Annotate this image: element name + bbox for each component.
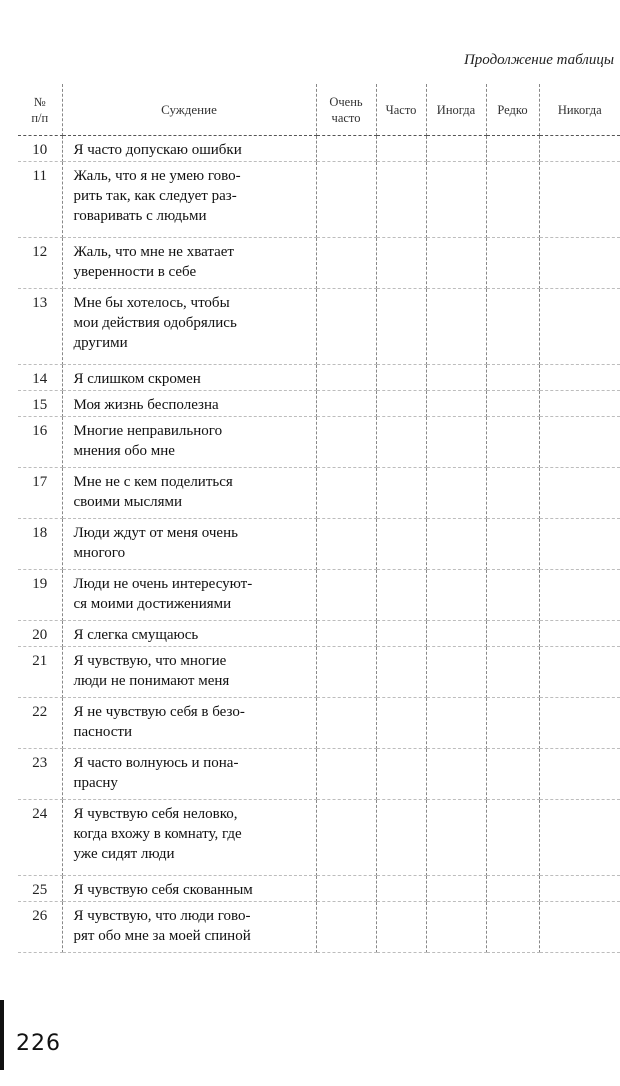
answer-often[interactable] [376,519,426,570]
answer-rarely[interactable] [486,621,539,647]
row-statement [62,647,316,698]
header-never: Никогда [539,84,620,136]
row-statement [62,289,316,365]
statement-line: рить так, как следует раз- [73,188,237,204]
answer-often[interactable] [376,417,426,468]
header-very-often-line-2: часто [331,110,361,125]
answer-often[interactable] [376,468,426,519]
table-row [18,876,620,902]
answer-rarely[interactable] [486,749,539,800]
row-number: 23 [18,749,62,800]
answer-never[interactable] [539,136,620,162]
table-row [18,800,620,876]
answer-sometimes[interactable] [426,417,486,468]
statement-line: Я часто допускаю ошибки [73,142,242,158]
answer-rarely[interactable] [486,800,539,876]
row-statement [62,417,316,468]
answer-sometimes[interactable] [426,647,486,698]
answer-sometimes[interactable] [426,876,486,902]
table-row [18,162,620,238]
row-number: 15 [18,391,62,417]
answer-never[interactable] [539,876,620,902]
answer-sometimes[interactable] [426,162,486,238]
answer-never[interactable] [539,647,620,698]
row-number: 11 [18,162,62,238]
table-row [18,902,620,953]
answer-often[interactable] [376,698,426,749]
answer-often[interactable] [376,289,426,365]
row-statement [62,800,316,876]
row-statement [62,238,316,289]
answer-very-often[interactable] [316,621,376,647]
header-statement: Суждение [62,84,316,136]
statement-line: прасну [73,775,118,791]
answer-never[interactable] [539,621,620,647]
header-very-often-line-1: Очень [329,94,363,109]
answer-sometimes[interactable] [426,621,486,647]
answer-very-often[interactable] [316,698,376,749]
row-number: 16 [18,417,62,468]
answer-rarely[interactable] [486,238,539,289]
answer-often[interactable] [376,749,426,800]
answer-very-often[interactable] [316,902,376,953]
row-number: 26 [18,902,62,953]
answer-never[interactable] [539,902,620,953]
statement-line: многого [73,545,126,561]
answer-sometimes[interactable] [426,519,486,570]
row-number: 24 [18,800,62,876]
answer-often[interactable] [376,136,426,162]
statement-line: Я чувствую, что люди гово- [73,908,251,924]
row-number: 25 [18,876,62,902]
statement-line: другими [73,335,128,351]
row-number: 13 [18,289,62,365]
table-row [18,749,620,800]
statement-line: Я чувствую, что многие [73,653,227,669]
answer-very-often[interactable] [316,162,376,238]
row-statement [62,162,316,238]
answer-very-often[interactable] [316,876,376,902]
header-number-line-1: № [33,94,46,109]
row-statement [62,136,316,162]
statement-line: Я слегка смущаюсь [73,627,199,643]
answer-very-often[interactable] [316,749,376,800]
statement-line: Жаль, что я не умею гово- [73,168,241,184]
answer-very-often[interactable] [316,238,376,289]
table-row [18,570,620,621]
statement-line: люди не понимают меня [73,673,230,689]
answer-rarely[interactable] [486,289,539,365]
statement-line: Я чувствую себя скованным [73,882,253,898]
row-statement [62,570,316,621]
answer-often[interactable] [376,800,426,876]
statement-line: говаривать с людьми [73,208,207,224]
statement-line: ся моими достижениями [73,596,232,612]
answer-often[interactable] [376,391,426,417]
answer-never[interactable] [539,468,620,519]
answer-often[interactable] [376,570,426,621]
answer-rarely[interactable] [486,365,539,391]
answer-never[interactable] [539,238,620,289]
answer-very-often[interactable] [316,647,376,698]
page-number: 226 [16,1031,61,1056]
answer-often[interactable] [376,621,426,647]
statement-line: пасности [73,724,132,740]
answer-rarely[interactable] [486,902,539,953]
table-row [18,136,620,162]
statement-line: Я чувствую себя неловко, [73,806,238,822]
answer-sometimes[interactable] [426,698,486,749]
table-row [18,698,620,749]
answer-never[interactable] [539,519,620,570]
answer-sometimes[interactable] [426,391,486,417]
answer-sometimes[interactable] [426,238,486,289]
answer-never[interactable] [539,570,620,621]
header-very-often [316,84,376,136]
statement-line: Люди не очень интересуют- [73,576,253,592]
answer-never[interactable] [539,289,620,365]
row-statement [62,902,316,953]
answer-sometimes[interactable] [426,365,486,391]
table-row [18,519,620,570]
questionnaire-table [18,84,620,953]
table-row [18,468,620,519]
row-statement [62,698,316,749]
table-row [18,391,620,417]
answer-rarely[interactable] [486,876,539,902]
answer-often[interactable] [376,238,426,289]
statement-line: Моя жизнь бесполезна [73,397,219,413]
row-number: 17 [18,468,62,519]
answer-very-often[interactable] [316,468,376,519]
row-statement [62,365,316,391]
answer-rarely[interactable] [486,136,539,162]
row-statement [62,621,316,647]
table-row [18,289,620,365]
answer-rarely[interactable] [486,391,539,417]
row-number: 18 [18,519,62,570]
answer-very-often[interactable] [316,136,376,162]
row-number: 14 [18,365,62,391]
answer-never[interactable] [539,391,620,417]
answer-sometimes[interactable] [426,570,486,621]
row-number: 21 [18,647,62,698]
statement-line: Я часто волнуюсь и пона- [73,755,239,771]
answer-very-often[interactable] [316,391,376,417]
row-statement [62,876,316,902]
header-sometimes: Иногда [426,84,486,136]
table-row [18,621,620,647]
answer-never[interactable] [539,800,620,876]
statement-line: Жаль, что мне не хватает [73,244,234,260]
row-statement [62,519,316,570]
statement-line: мнения обо мне [73,443,175,459]
statement-line: своими мыслями [73,494,183,510]
answer-sometimes[interactable] [426,289,486,365]
header-number-line-2: п/п [31,110,49,125]
row-number: 20 [18,621,62,647]
row-number: 10 [18,136,62,162]
answer-often[interactable] [376,876,426,902]
row-number: 19 [18,570,62,621]
answer-rarely[interactable] [486,647,539,698]
statement-line: уже сидят люди [73,846,175,862]
answer-never[interactable] [539,162,620,238]
header-often: Часто [376,84,426,136]
answer-never[interactable] [539,365,620,391]
statement-line: Мне не с кем поделиться [73,474,233,490]
answer-sometimes[interactable] [426,902,486,953]
answer-often[interactable] [376,365,426,391]
statement-line: Многие неправильного [73,423,223,439]
statement-line: Люди ждут от меня очень [73,525,238,541]
row-statement [62,749,316,800]
header-rarely: Редко [486,84,539,136]
answer-rarely[interactable] [486,698,539,749]
table-row [18,365,620,391]
header-number [18,84,62,136]
row-number: 22 [18,698,62,749]
answer-sometimes[interactable] [426,136,486,162]
statement-line: когда вхожу в комнату, где [73,826,242,842]
answer-rarely[interactable] [486,468,539,519]
row-statement [62,468,316,519]
table-row [18,647,620,698]
answer-very-often[interactable] [316,289,376,365]
answer-sometimes[interactable] [426,800,486,876]
table-row [18,238,620,289]
answer-very-often[interactable] [316,365,376,391]
table-header-row [18,84,620,136]
page-edge-mark [0,1000,4,1070]
answer-rarely[interactable] [486,162,539,238]
table-row [18,417,620,468]
answer-sometimes[interactable] [426,468,486,519]
answer-sometimes[interactable] [426,749,486,800]
row-number: 12 [18,238,62,289]
answer-often[interactable] [376,902,426,953]
table-body [18,136,620,953]
answer-rarely[interactable] [486,519,539,570]
row-statement [62,391,316,417]
answer-very-often[interactable] [316,570,376,621]
statement-line: Я не чувствую себя в безо- [73,704,245,720]
answer-rarely[interactable] [486,570,539,621]
answer-often[interactable] [376,162,426,238]
answer-very-often[interactable] [316,800,376,876]
answer-often[interactable] [376,647,426,698]
answer-very-often[interactable] [316,519,376,570]
answer-very-often[interactable] [316,417,376,468]
answer-rarely[interactable] [486,417,539,468]
statement-line: мои действия одобрялись [73,315,237,331]
answer-never[interactable] [539,749,620,800]
answer-never[interactable] [539,698,620,749]
statement-line: рят обо мне за моей спиной [73,928,251,944]
statement-line: Я слишком скромен [73,371,201,387]
answer-never[interactable] [539,417,620,468]
statement-line: Мне бы хотелось, чтобы [73,295,230,311]
table-continuation-caption: Продолжение таблицы [463,52,614,68]
statement-line: уверенности в себе [73,264,197,280]
